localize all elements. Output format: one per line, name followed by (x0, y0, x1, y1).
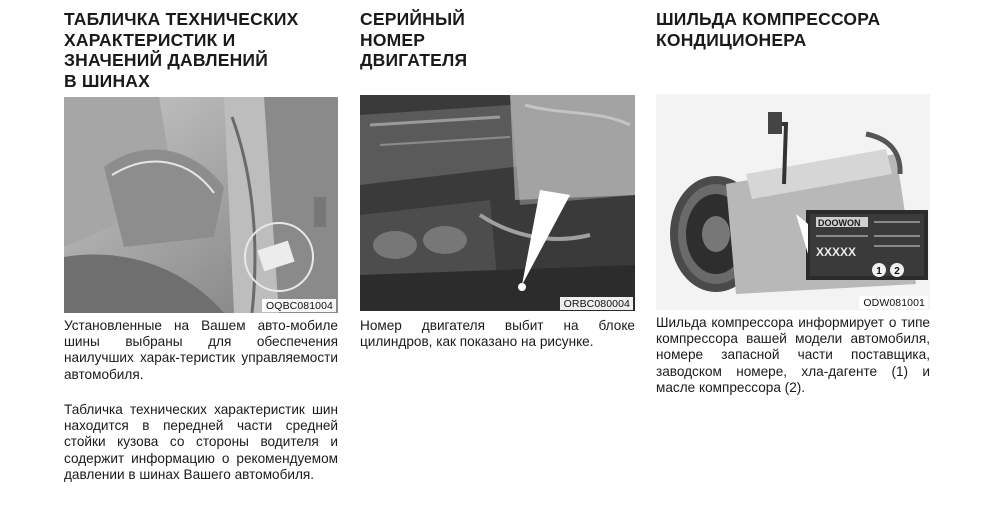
section-heading: ШИЛЬДА КОМПРЕССОРА КОНДИЦИОНЕРА (656, 9, 881, 50)
paragraph: Установленные на Вашем авто-мобиле шины выбраны для обеспечения наилучших харак-теристик управляемости автомобиля. (64, 318, 338, 382)
paragraph: Шильда компрессора информирует о типе компрессора вашей модели автомобиля, номере запасной части поставщика, заводском номере, хла-дагенте (1) и масле компрессора (2). (656, 315, 930, 395)
image-code: ODW081001 (859, 296, 928, 309)
door-pillar-photo (64, 97, 338, 313)
compressor-brand-text: DOOWON (818, 218, 861, 228)
engine-photo (360, 95, 635, 311)
compressor-illustration (656, 94, 930, 310)
section-heading: СЕРИЙНЫЙ НОМЕР ДВИГАТЕЛЯ (360, 9, 468, 70)
compressor-serial-text: XXXXX (816, 245, 857, 259)
compressor-photo (656, 94, 930, 310)
marker-2: 2 (894, 266, 900, 277)
marker-1: 1 (876, 266, 882, 277)
paragraph: Табличка технических характеристик шин находится в передней части средней стойки кузова со стороны водителя и содержит информацию о рекомендуемом давлении в шинах Вашего автомобиля. (64, 402, 338, 482)
door-pillar-illustration (64, 97, 338, 313)
section-heading: ТАБЛИЧКА ТЕХНИЧЕСКИХ ХАРАКТЕРИСТИК И ЗНАЧЕНИЙ ДАВЛЕНИЙ В ШИНАХ (64, 9, 299, 91)
image-code: OQBC081004 (262, 299, 336, 312)
image-code: ORBC080004 (560, 297, 633, 310)
engine-illustration (360, 95, 635, 311)
paragraph: Номер двигателя выбит на блоке цилиндров, как показано на рисунке. (360, 318, 635, 350)
